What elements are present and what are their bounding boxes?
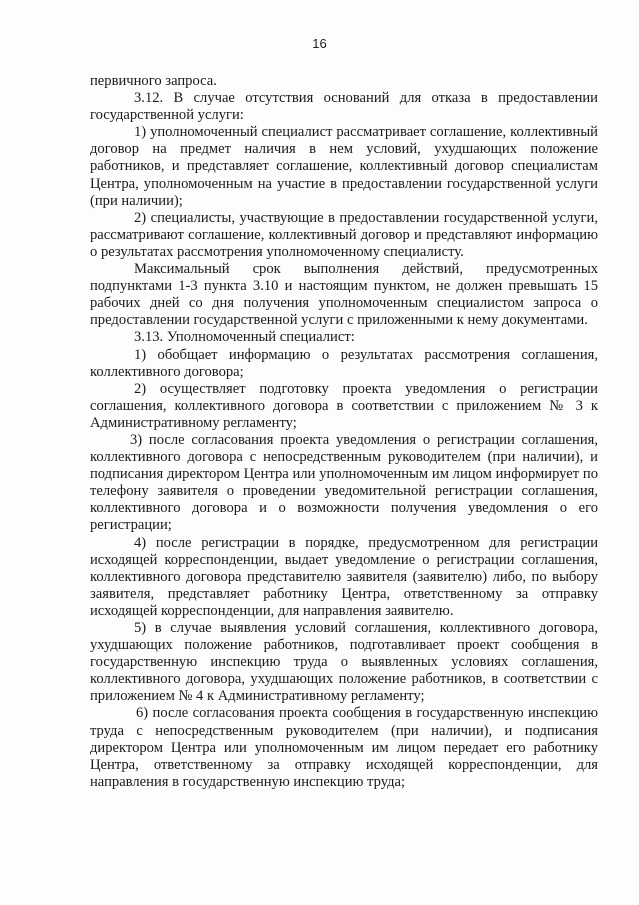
paragraph-3-13: 3.13. Уполномоченный специалист: [134, 329, 355, 346]
paragraph-3-13-item-4: 4) после регистрации в порядке, предусмотренном для регистрации исходящей корреспонденции, выдает уведомление о регистрации соглашения, коллективного договора представителю заявителя (заявителю) либо, по выбору заявителя, представляет работнику Центра, ответственному за отправку исходящей корреспонденции, для направления заявителю. [90, 534, 598, 619]
page-number: 16 [312, 36, 327, 51]
paragraph-3-12-item-2: 2) специалисты, участвующие в предоставлении государственной услуги, рассматривают соглашение, коллективный договор и представляют информацию о результатах рассмотрения уполномоченному специалисту. [90, 209, 598, 260]
paragraph-3-13-item-1: 1) обобщает информацию о результатах рассмотрения соглашения, коллективного договора; [90, 346, 598, 380]
paragraph-3-12-item-1: 1) уполномоченный специалист рассматривает соглашение, коллективный договор на предмет наличия в нем условий, ухудшающих положение работников, и представляет соглашение, коллективный договор специалистам Центра, уполномоченным на участие в предоставлении государственной услуги (при наличии); [90, 124, 598, 209]
document-body [90, 73, 598, 791]
paragraph-continuation: первичного запроса. [90, 73, 217, 89]
paragraph-3-13-item-6: 6) после согласования проекта сообщения в государственную инспекцию труда с непосредственным руководителем (при наличии), и подписания директором Центра или уполномоченным им лицом передает его работнику Центра, ответственному за отправку исходящей корреспонденции, для направления в государственную инспекцию труда; [90, 705, 598, 790]
paragraph-max-term: Максимальный срок выполнения действий, предусмотренных подпунктами 1-3 пункта 3.10 и настоящим пунктом, не должен превышать 15 рабочих дней со дня получения уполномоченным специалистом запроса о предоставлении государственной услуги с приложенными к нему документами. [90, 261, 598, 329]
paragraph-3-13-item-2: 2) осуществляет подготовку проекта уведомления о регистрации соглашения, коллективного договора в соответствии с приложением № 3 к Административному регламенту; [90, 380, 598, 431]
paragraph-3-13-item-5: 5) в случае выявления условий соглашения, коллективного договора, ухудшающих положение работников, подготавливает проект сообщения в государственную инспекцию труда о выявленных условиях соглашения, коллективного договора, ухудшающих положение работников, в соответствии с приложением № 4 к Административному регламенту; [90, 620, 598, 705]
paragraph-3-12: 3.12. В случае отсутствия оснований для отказа в предоставлении государственной услуги: [90, 90, 598, 124]
paragraph-3-13-item-3: 3) после согласования проекта уведомления о регистрации соглашения, коллективного договора с непосредственным руководителем (при наличии), и подписания директором Центра или уполномоченным им лицом информирует по телефону заявителя о проведении уведомительной регистрации соглашения, коллективного договора и о возможности получения уведомления о его регистрации; [90, 431, 598, 534]
